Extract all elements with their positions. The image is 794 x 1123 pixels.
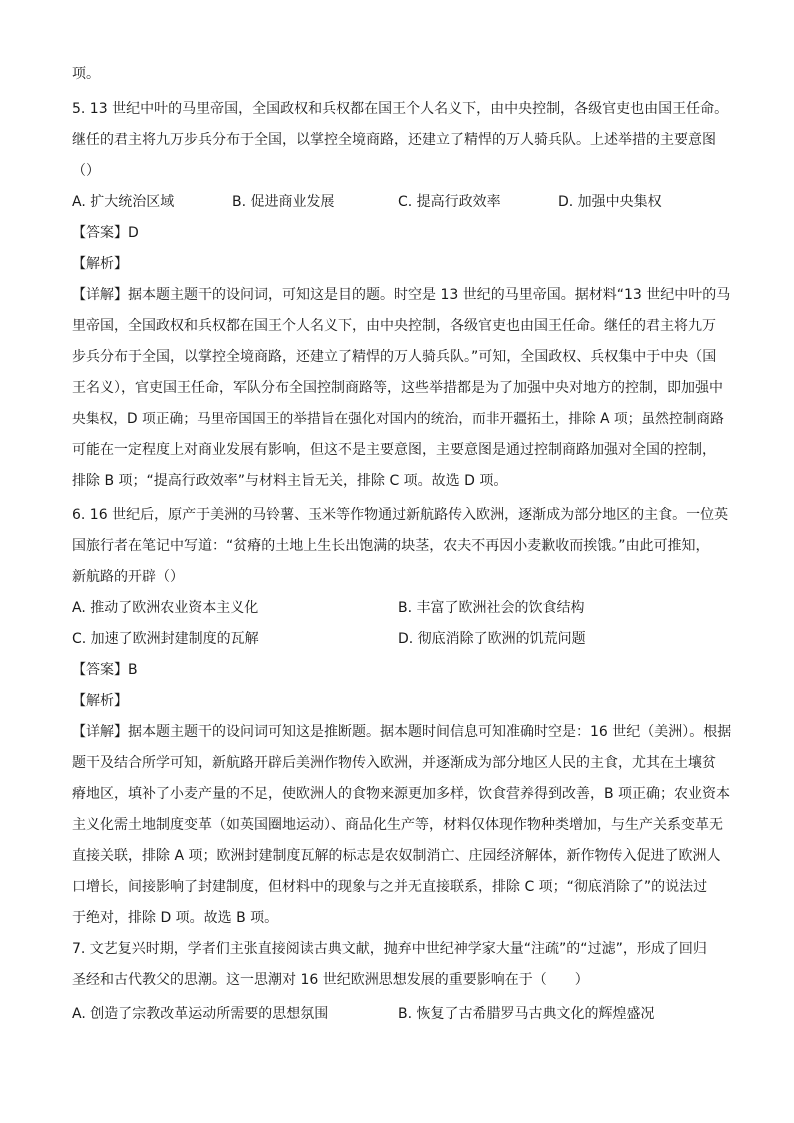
q5-analysis-label: 【解析】 bbox=[72, 256, 128, 272]
q6-detail-line-3: 瘠地区，填补了小麦产量的不足，使欧洲人的食物来源更加多样，饮食营养得到改善，B 项正确；农业资本 bbox=[72, 786, 731, 802]
q5-detail-line-7: 排除 B 项；“提高行政效率”与材料主旨无关，排除 C 项。故选 D 项。 bbox=[72, 473, 508, 489]
q6-analysis-label: 【解析】 bbox=[72, 693, 128, 709]
q6-stem-line-1: 6. 16 世纪后，原产于美洲的马铃薯、玉米等作物通过新航路传入欧洲，逐渐成为部分地区的主食。一位英 bbox=[72, 507, 729, 523]
q5-detail-line-5: 央集权，D 项正确；马里帝国国王的举措旨在强化对国内的统治，而非开疆拓土，排除 A 项；虽然控制商路 bbox=[72, 411, 724, 427]
q5-option-c: C. 提高行政效率 bbox=[398, 194, 501, 210]
q7-stem-line-1: 7. 文艺复兴时期，学者们主张直接阅读古典文献，抛弃中世纪神学家大量“注疏”的“过滤”，形成了回归 bbox=[72, 941, 707, 957]
q5-option-a: A. 扩大统治区域 bbox=[72, 194, 175, 210]
q6-option-c: C. 加速了欧洲封建制度的瓦解 bbox=[72, 631, 259, 647]
q6-stem-line-3: 新航路的开辟（） bbox=[72, 569, 184, 585]
q6-detail-line-6: 口增长，间接影响了封建制度，但材料中的现象与之并无直接联系，排除 C 项；“彻底消除了”的说法过 bbox=[72, 879, 708, 895]
q5-detail-line-1: 【详解】据本题主题干的设问词，可知这是目的题。时空是 13 世纪的马里帝国。据材料“13 世纪中叶的马 bbox=[72, 287, 731, 303]
q5-stem-line-2: 继任的君主将九万步兵分布于全国，以掌控全境商路，还建立了精悍的万人骑兵队。上述举措的主要意图 bbox=[72, 132, 716, 148]
q5-detail-line-2: 里帝国，全国政权和兵权都在国王个人名义下，由中央控制，各级官吏也由国王任命。继任的君主将九万 bbox=[72, 318, 716, 334]
previous-question-tail: 项。 bbox=[72, 66, 100, 82]
q6-stem-line-2: 国旅行者在笔记中写道：“贫瘠的土地上生长出饱满的块茎，农夫不再因小麦歉收而挨饿。”由此可推知， bbox=[72, 538, 710, 554]
q6-detail-line-4: 主义化需土地制度变革（如英国圈地运动）、商品化生产等，材料仅体现作物种类增加，与生产关系变革无 bbox=[72, 817, 723, 833]
q6-answer: 【答案】B bbox=[72, 662, 138, 678]
q6-detail-line-1: 【详解】据本题主题干的设问词可知这是推断题。据本题时间信息可知准确时空是：16 世纪（美洲）。根据 bbox=[72, 724, 732, 740]
q5-detail-line-4: 王名义），官吏国王任命，军队分布全国控制商路等，这些举措都是为了加强中央对地方的控制，即加强中 bbox=[72, 380, 723, 396]
q5-detail-line-6: 可能在一定程度上对商业发展有影响，但这不是主要意图，主要意图是通过控制商路加强对全国的控制， bbox=[72, 442, 716, 458]
q6-detail-line-2: 题干及结合所学可知，新航路开辟后美洲作物传入欧洲，并逐渐成为部分地区人民的主食，尤其在土壤贫 bbox=[72, 755, 716, 771]
q6-option-b: B. 丰富了欧洲社会的饮食结构 bbox=[398, 600, 585, 616]
q5-stem-line-3: （） bbox=[72, 163, 100, 179]
q7-option-b: B. 恢复了古希腊罗马古典文化的辉煌盛况 bbox=[398, 1006, 655, 1022]
q6-option-d: D. 彻底消除了欧洲的饥荒问题 bbox=[398, 631, 586, 647]
q7-option-a: A. 创造了宗教改革运动所需要的思想氛围 bbox=[72, 1006, 329, 1022]
q5-stem-line-1: 5. 13 世纪中叶的马里帝国，全国政权和兵权都在国王个人名义下，由中央控制，各级官吏也由国王任命。 bbox=[72, 101, 729, 117]
q5-answer: 【答案】D bbox=[72, 225, 139, 241]
q6-detail-line-7: 于绝对，排除 D 项。故选 B 项。 bbox=[72, 910, 279, 926]
q5-option-b: B. 促进商业发展 bbox=[232, 194, 335, 210]
q7-stem-line-2: 圣经和古代教父的思潮。这一思潮对 16 世纪欧洲思想发展的重要影响在于（ ） bbox=[72, 972, 589, 988]
q6-option-a: A. 推动了欧洲农业资本主义化 bbox=[72, 600, 259, 616]
q5-detail-line-3: 步兵分布于全国，以掌控全境商路，还建立了精悍的万人骑兵队。”可知，全国政权、兵权集中于中央（国 bbox=[72, 349, 717, 365]
q5-option-d: D. 加强中央集权 bbox=[558, 194, 662, 210]
q6-detail-line-5: 直接关联，排除 A 项；欧洲封建制度瓦解的标志是农奴制消亡、庄园经济解体，新作物传入促进了欧洲人 bbox=[72, 848, 721, 864]
